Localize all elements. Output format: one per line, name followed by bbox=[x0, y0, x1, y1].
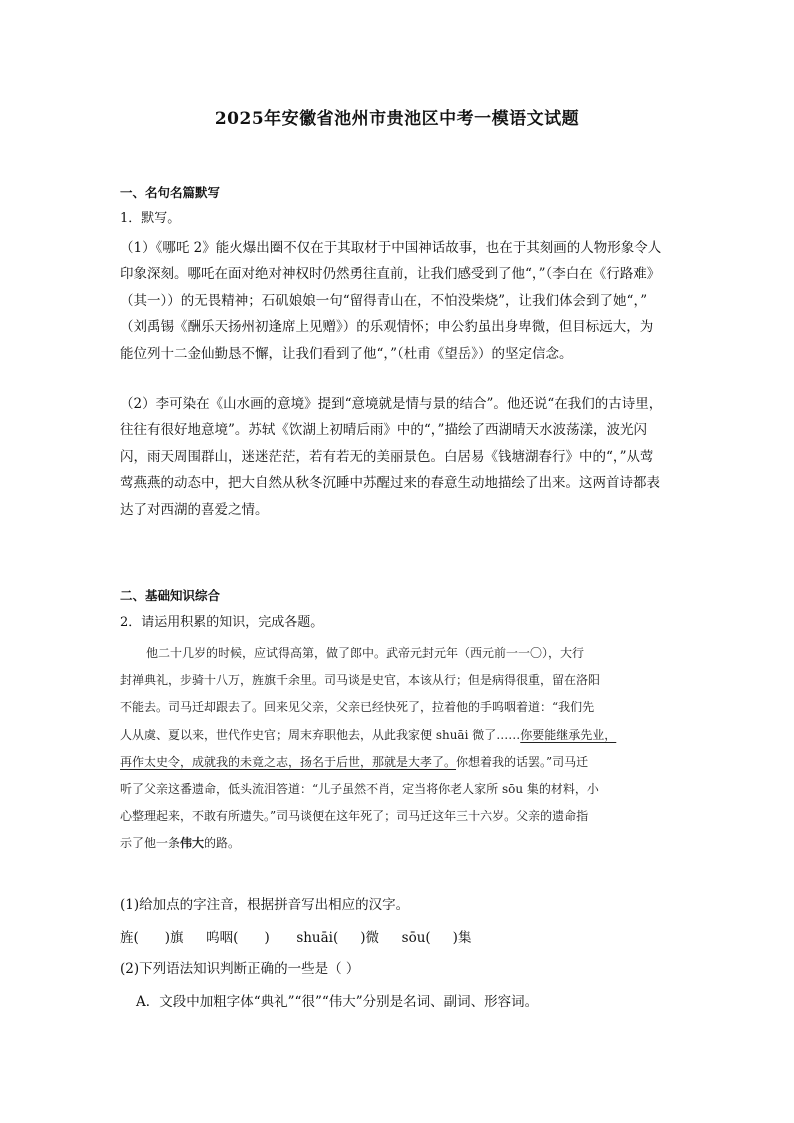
passage-line bbox=[120, 749, 683, 776]
section-1-heading: 一、名句名篇默写 bbox=[120, 185, 221, 200]
underlined-sentence: 你要能继承先业， bbox=[520, 727, 617, 742]
section-2-heading: 二、基础知识综合 bbox=[120, 588, 221, 603]
text-line: 达了对西湖的喜爱之情。 bbox=[120, 501, 269, 518]
passage-text: 人从虞、夏以来，世代作史官；周末弃职他去，从此我家便 shuāi 微了…… bbox=[120, 727, 521, 742]
text-line: 往往有很好地意境”。苏轼《饮湖上初晴后雨》中的“，”描绘了西湖晴天水波荡漾，波光闪 bbox=[120, 422, 647, 439]
passage-line: 不能去。司马迁却跟去了。回来见父亲，父亲已经快死了，拉着他的手呜咽着道：“我们先 bbox=[120, 700, 595, 715]
passage-line: 他二十几岁的时候，应试得高第，做了郎中。武帝元封元年（西元前一一〇），大行 bbox=[146, 646, 585, 660]
bold-word: 伟大 bbox=[180, 836, 205, 851]
text-line: （2）李可染在《山水画的意境》提到“意境就是情与景的结合”。他还说“在我们的古诗里， bbox=[120, 396, 663, 412]
sub-question-1: (1)给加点的字注音，根据拼音写出相应的汉字。 bbox=[120, 897, 410, 913]
fill-item: 旌( bbox=[120, 930, 139, 946]
passage-line bbox=[120, 722, 683, 749]
fill-blank-row bbox=[120, 926, 471, 946]
fill-item: )旗 bbox=[164, 930, 184, 946]
text-line: （1）《哪吒 2》能火爆出圈不仅在于其取材于中国神话故事，也在于其刻画的人物形象令人 bbox=[120, 240, 662, 256]
sub-question-2: (2)下列语法知识判断正确的一些是（ ） bbox=[120, 961, 360, 977]
underlined-sentence: 再作太史令，成就我的未竟之志，扬名于后世，那就是大孝了。 bbox=[120, 754, 457, 769]
text-line: （刘禹锡《酬乐天扬州初逢席上见赠》）的乐观情怀；申公豹虽出身卑微，但目标远大，为 bbox=[120, 319, 654, 336]
passage-text: 示了他一条 bbox=[120, 836, 181, 851]
fill-item: )集 bbox=[452, 930, 472, 946]
fill-item: 呜咽( bbox=[206, 930, 239, 946]
question-1-part-2 bbox=[120, 391, 680, 523]
text-line: 莺燕燕的动态中，把大自然从秋冬沉睡中苏醒过来的春意生动地描绘了出来。这两首诗都表 bbox=[120, 475, 660, 492]
reading-passage bbox=[120, 640, 683, 858]
text-line: 能位列十二金仙勤恳不懈，让我们看到了他“，”（杜甫《望岳》）的坚定信念。 bbox=[120, 345, 573, 362]
text-line: 印象深刻。哪吒在面对绝对神权时仍然勇往直前，让我们感受到了他“，”（李白在《行路难》 bbox=[120, 266, 661, 283]
passage-line: 心整理起来，不敢有所遗失。”司马谈便在这年死了；司马迁这年三十六岁。父亲的遗命指 bbox=[120, 809, 589, 824]
passage-line: 听了父亲这番遗命，低头流泪答道：“儿子虽然不肖，定当将你老人家所 sōu 集的材料，小 bbox=[120, 782, 599, 797]
option-a[interactable]: A．文段中加粗字体“典礼”“很”“伟大”分别是名词、副词、形容词。 bbox=[136, 994, 539, 1010]
fill-item: ) bbox=[264, 930, 270, 946]
passage-line bbox=[120, 830, 683, 857]
fill-item: sōu( bbox=[401, 930, 431, 946]
text-line: （其一））的无畏精神；石矶娘娘一句“留得青山在，不怕没柴烧”，让我们体会到了她“，” bbox=[120, 292, 648, 309]
question-1-label: 1．默写。 bbox=[120, 211, 181, 226]
question-1-part-1 bbox=[120, 235, 680, 367]
passage-text: 的路。 bbox=[204, 836, 241, 851]
fill-item: shuāi( bbox=[296, 930, 339, 946]
fill-item: )微 bbox=[360, 930, 380, 946]
question-2-label: 2．请运用积累的知识，完成各题。 bbox=[120, 615, 324, 630]
text-line: 闪，雨天周围群山，迷迷茫茫，若有若无的美丽景色。白居易《钱塘湖春行》中的“，”从莺 bbox=[120, 448, 654, 465]
passage-line: 封禅典礼，步骑十八万，旌旗千余里。司马谈是史官，本该从行；但是病得很重，留在洛阳 bbox=[120, 673, 601, 688]
passage-text: 你想着我的话罢。”司马迁 bbox=[456, 754, 589, 769]
page-title: 2025年安徽省池州市贵池区中考一模语文试题 bbox=[214, 109, 580, 129]
